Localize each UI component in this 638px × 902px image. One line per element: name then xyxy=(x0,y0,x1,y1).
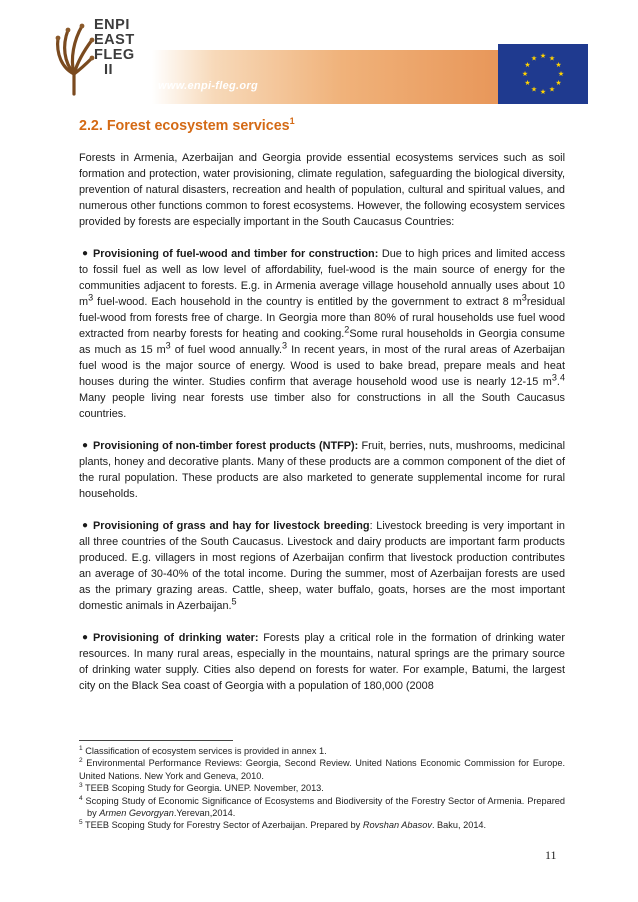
footnote-number: 2 xyxy=(79,757,83,765)
svg-text:★: ★ xyxy=(548,85,556,94)
page-header xyxy=(0,0,638,105)
bullet-dot-icon: ● xyxy=(82,440,89,451)
svg-text:★: ★ xyxy=(557,70,565,78)
footnote-1 xyxy=(79,745,565,757)
superscript: 3 xyxy=(165,340,171,351)
svg-text:★: ★ xyxy=(521,70,529,78)
footnote-ref: 3 xyxy=(282,340,288,351)
bullet-text: Due to high prices and limited access to fossil fuel as well as low level of affordability, fuel-wood is the main source of energy for the communities adjacent to forests. E.g. in Armenia average village household annually uses about 10 m xyxy=(79,248,566,308)
logo-line-fleg: FLEG xyxy=(94,47,135,63)
footnote-text: TEEB Scoping Study for Georgia. UNEP. November, 2013. xyxy=(85,783,324,794)
bullet-text: Many people living near forests use timber also for constructions in all the South Caucasus countries. xyxy=(79,392,565,420)
section-heading xyxy=(79,118,565,134)
logo-line-east: EAST xyxy=(94,32,135,48)
footnote-author: Armen Gevorgyan xyxy=(99,808,174,819)
section-heading-text: 2.2. Forest ecosystem services xyxy=(79,118,290,134)
bullet-drinking-water xyxy=(79,630,565,694)
bullet-text: fuel-wood. Each household in the country is entitled by the government to extract 8 m xyxy=(93,296,522,308)
svg-text:★: ★ xyxy=(539,88,547,96)
footnote-5 xyxy=(79,819,565,831)
svg-text:★: ★ xyxy=(555,79,562,87)
bullet-dot-icon: ● xyxy=(82,248,89,259)
logo-wordmark xyxy=(94,18,135,78)
main-content xyxy=(79,118,565,710)
website-url[interactable]: www.enpi-fleg.org xyxy=(158,80,259,92)
footnote-text: Classification of ecosystem services is provided in annex 1. xyxy=(85,746,327,756)
footnote-ref: 2 xyxy=(344,324,350,335)
footnote-number: 1 xyxy=(79,744,83,752)
footnote-text: Scoping Study of Economic Significance of Ecosystems and Biodiversity of the Forestry Sector of Armenia. Prepared by xyxy=(85,795,565,819)
bullet-dot-icon: ● xyxy=(82,520,89,531)
bullet-text: residual fuel-wood from forests free of charge. In Georgia more than 80% of rural households use fuel wood extracted from nearby forests for heating and cooking. xyxy=(79,296,565,340)
footnote-text: . Baku, 2014. xyxy=(431,820,487,831)
bullet-grass-hay xyxy=(79,518,565,614)
header-banner xyxy=(152,50,498,104)
footnote-separator xyxy=(79,740,233,741)
bullet-text: Forests play a critical role in the formation of drinking water resources. In many rural areas, especially in the mountains, natural springs are the primary source of drinking water supply. Cities also depend on forests for water. For example, Batumi, the largest city on the Black Sea coast of Georgia with a population of 180,000 (2008 xyxy=(79,632,565,692)
footnote-author: Rovshan Abasov xyxy=(362,820,432,831)
bullet-lead: Provisioning of non-timber forest products (NTFP): xyxy=(93,440,359,452)
svg-text:★: ★ xyxy=(530,85,538,94)
footnote-ref: 1 xyxy=(289,116,295,127)
footnote-3 xyxy=(79,782,565,794)
footnote-text: .Yerevan,2014. xyxy=(173,808,236,819)
bullet-text: of fuel wood annually. xyxy=(170,344,283,356)
bullet-lead: Provisioning of drinking water: xyxy=(93,632,259,644)
svg-text:★: ★ xyxy=(548,54,556,63)
footnote-text: Environmental Performance Reviews: Georgia, Second Review. United Nations Economic Commission for Europe. United Nations. New York and Geneva, 2010. xyxy=(79,758,565,781)
svg-text:★: ★ xyxy=(555,61,562,69)
footnote-4 xyxy=(79,795,565,820)
footnote-number: 5 xyxy=(79,819,83,827)
bullet-text: In recent years, in most of the rural areas of Azerbaijan fuel wood is the major source of energy. Wood is used to bake bread, prepare meals and heat houses during the winter. Studies confirm that average household wood use is nearly 12-15 m xyxy=(79,344,565,388)
bullet-fuel-wood xyxy=(79,246,565,422)
bullet-lead: Provisioning of grass and hay for livestock breeding xyxy=(93,520,370,532)
superscript: 3 xyxy=(88,292,94,303)
footnote-text: TEEB Scoping Study for Forestry Sector of Azerbaijan. Prepared by xyxy=(85,820,363,831)
bullet-dot-icon: ● xyxy=(82,632,89,643)
footnote-number: 4 xyxy=(79,794,83,802)
svg-text:★: ★ xyxy=(539,52,547,60)
footnote-ref: 5 xyxy=(231,596,237,607)
bullet-text: : Livestock breeding is very important in all three countries of the South Caucasus. Livestock and dairy products are important farm products produced. E.g. villagers in most regions of Azerbaijan confirm that livestock production contributes an average of 30-40% of the total income. During the summer, most of Azerbaijan forests are used as the primary grazing areas. Cattle, sheep, water buffalo, goats, horses are the most important domestic animals in Azerbaijan. xyxy=(79,520,565,612)
bullet-ntfp xyxy=(79,438,565,502)
bullet-text: . xyxy=(556,376,560,388)
logo-line-enpi: ENPI xyxy=(94,17,130,33)
superscript: 3 xyxy=(521,292,527,303)
footnotes xyxy=(79,745,565,832)
svg-text:★: ★ xyxy=(530,54,538,63)
svg-text:★: ★ xyxy=(524,61,531,69)
footnote-2 xyxy=(79,757,565,782)
bullet-lead: Provisioning of fuel-wood and timber for construction: xyxy=(93,248,379,260)
logo-line-ii: II xyxy=(104,62,114,78)
superscript: 3 xyxy=(551,372,557,383)
footnote-number: 3 xyxy=(79,782,83,790)
intro-paragraph: Forests in Armenia, Azerbaijan and Georgia provide essential ecosystems services such as soil formation and protection, water provisioning, climate regulation, safeguarding the biological diversity, prevention of natural disasters, recreation and health of population, cultural and spiritual values, and numerous other functions common to forest ecosystems. However, the following ecosystem services provided by forests are especially important in the South Caucasus Countries: xyxy=(79,152,565,228)
svg-text:★: ★ xyxy=(524,79,531,87)
bullet-text: Fruit, berries, nuts, mushrooms, medicinal plants, honey and decorative plants. Many of these products are a common component of the diet of the rural population. These products are also marketed to generate supplemental income for rural households. xyxy=(79,440,566,500)
eu-flag-icon xyxy=(498,44,588,104)
bullet-text: Some rural households in Georgia consume as much as 15 m xyxy=(79,328,565,356)
footnote-ref: 4 xyxy=(559,372,565,383)
page-number: 11 xyxy=(545,848,557,862)
